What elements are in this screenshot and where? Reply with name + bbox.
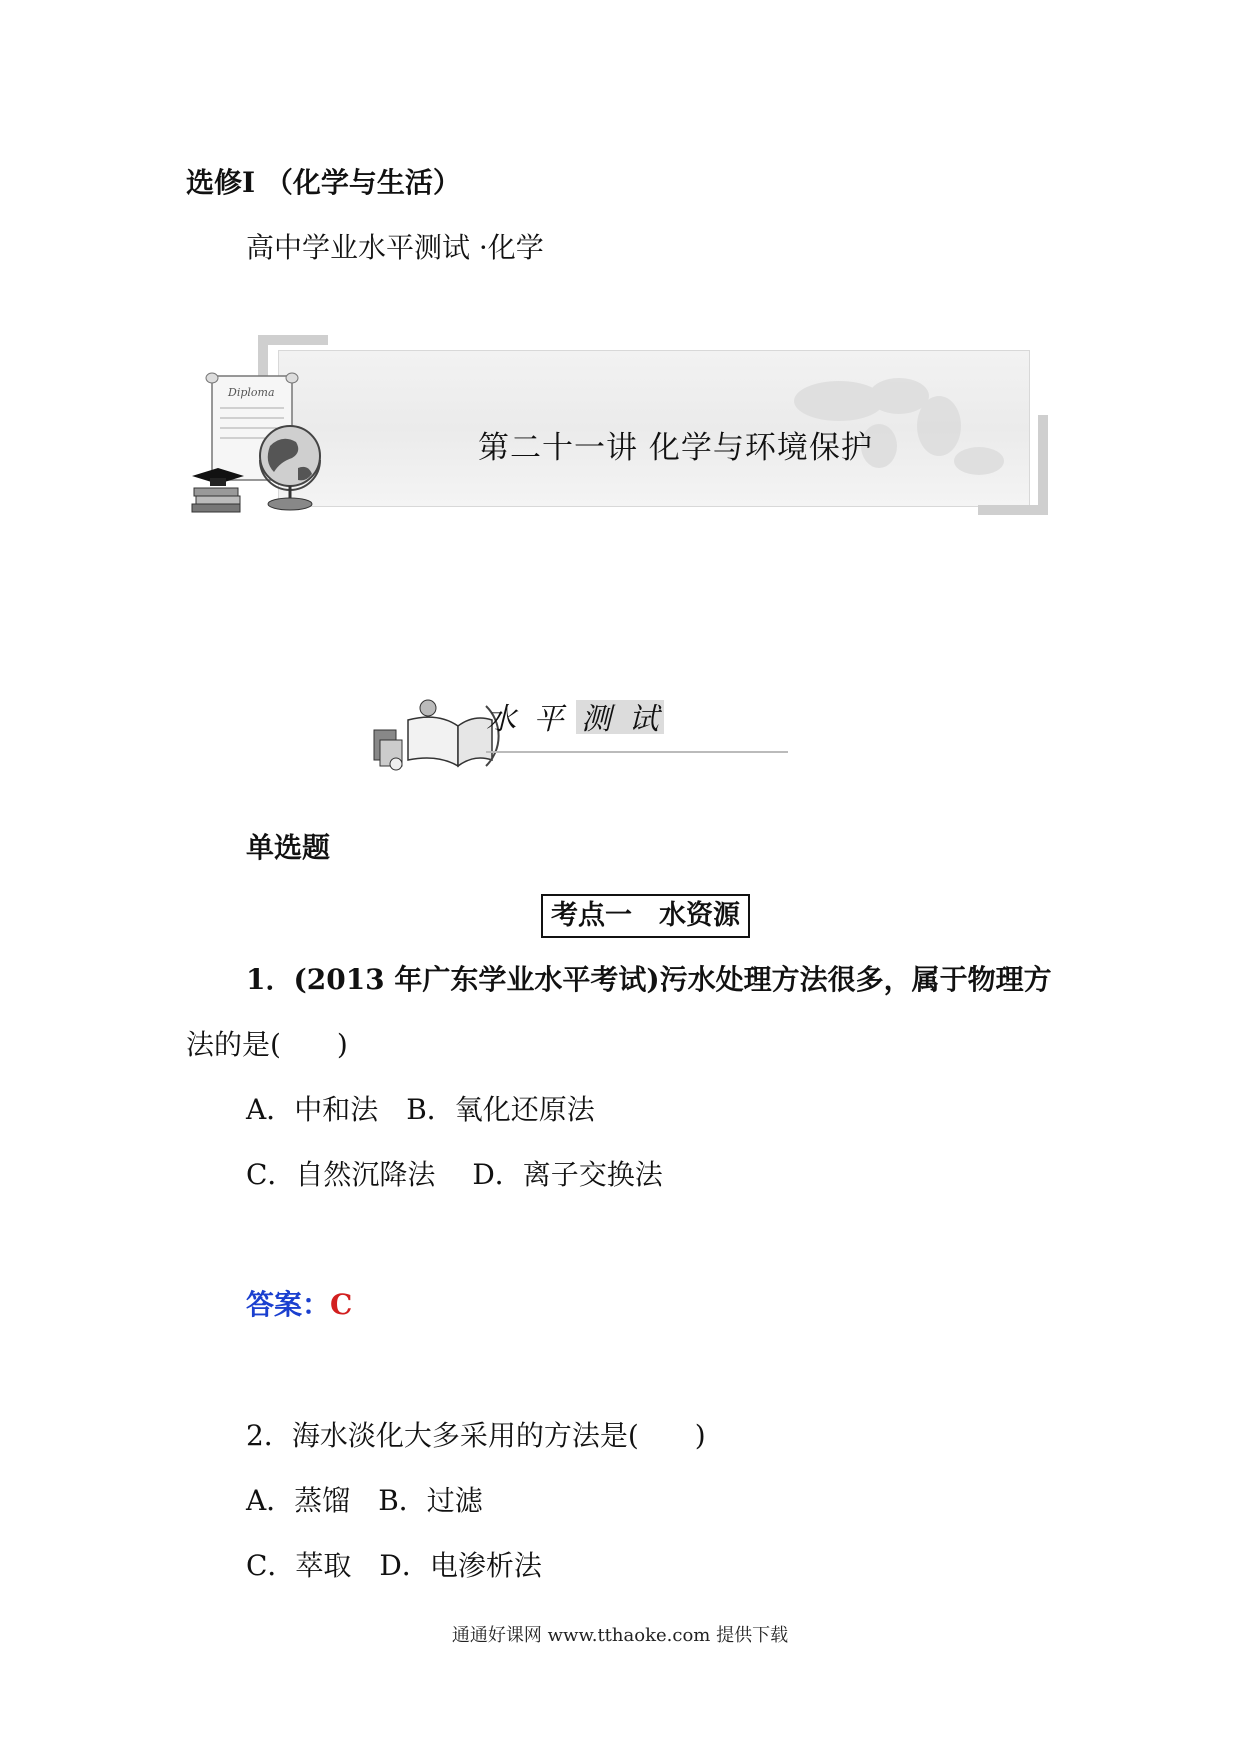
section-badge-label: 水 平 测 试 xyxy=(486,702,663,737)
lecture-title: 第二十一讲 化学与环境保护 xyxy=(478,430,873,466)
diploma-globe-illustration xyxy=(190,368,330,518)
answer-value: C xyxy=(330,1288,353,1321)
globe-icon xyxy=(260,426,320,510)
question-1-stem-line-1: 1．(2013 年广东学业水平考试)污水处理方法很多，属于物理方 xyxy=(246,963,1052,996)
question-1-options-line-2: C．自然沉降法 D．离子交换法 xyxy=(246,1158,663,1191)
books-and-cap-icon xyxy=(192,468,244,512)
topic-box: 考点一 水资源 xyxy=(541,894,750,938)
question-1-answer xyxy=(246,1287,352,1323)
question-2-options-line-1: A．蒸馏 B．过滤 xyxy=(246,1484,483,1517)
module-title: 选修Ⅰ （化学与生活） xyxy=(186,166,461,199)
question-2-options-line-2: C．萃取 D．电渗析法 xyxy=(246,1549,542,1582)
footer-source: 通通好课网 www.tthaoke.com 提供下载 xyxy=(451,1625,789,1646)
banner-corner-bottom-right xyxy=(978,415,1048,515)
document-subtitle: 高中学业水平测试 ·化学 xyxy=(246,231,544,264)
lecture-banner xyxy=(258,335,1048,515)
question-1-stem-line-2: 法的是( ) xyxy=(186,1028,348,1061)
question-2-stem: 2．海水淡化大多采用的方法是( ) xyxy=(246,1419,706,1452)
answer-label: 答案： xyxy=(246,1288,331,1321)
open-book-icon xyxy=(374,700,492,770)
svg-text:Diploma: Diploma xyxy=(228,386,275,399)
question-type-heading: 单选题 xyxy=(246,831,331,864)
question-1-options-line-1: A．中和法 B．氧化还原法 xyxy=(246,1093,595,1126)
